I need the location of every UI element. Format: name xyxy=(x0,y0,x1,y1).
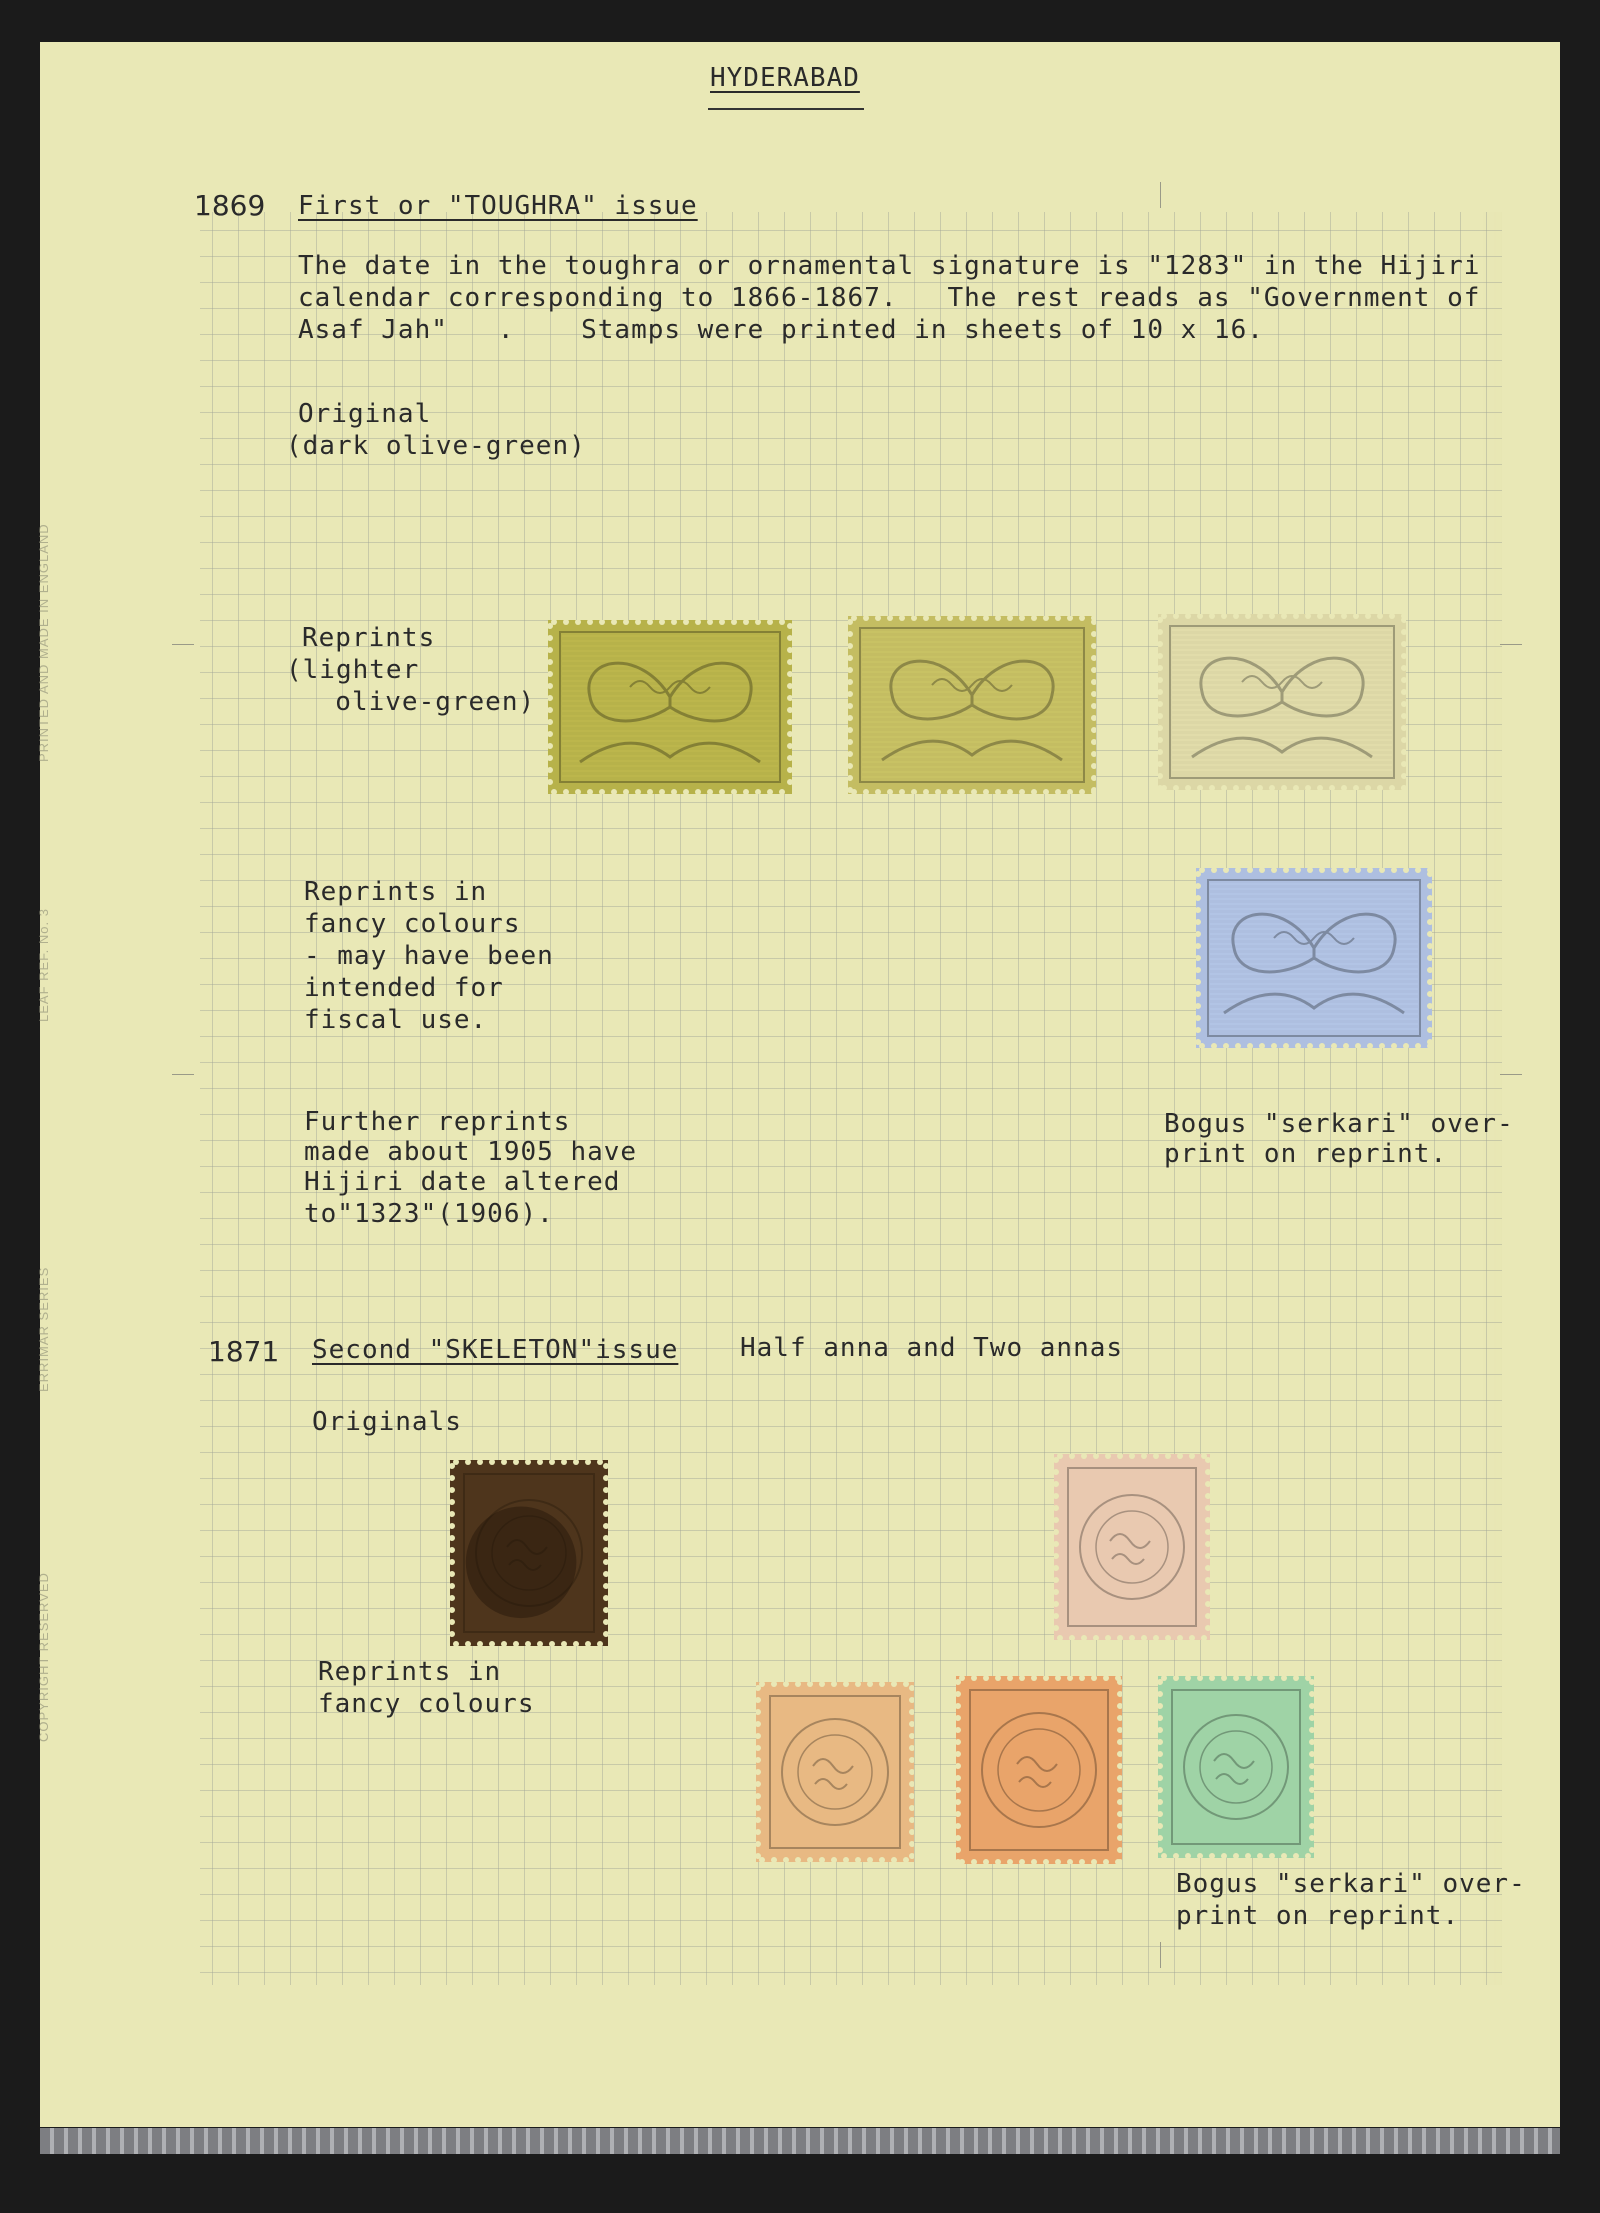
stamp-skeleton-reprint-pale-orange[interactable] xyxy=(756,1682,914,1862)
reprints-label: olive-green) xyxy=(302,687,536,717)
side-label: LEAF REF. No. 3 xyxy=(36,908,51,1022)
fancy-label: intended for xyxy=(304,973,504,1003)
stamp-toughra-reprint-blue[interactable] xyxy=(1196,868,1432,1048)
further-reprints-label: Hijiri date altered xyxy=(304,1167,621,1197)
issue-year: 1871 xyxy=(208,1335,280,1368)
sleeve-perforated-edge xyxy=(40,2128,1560,2154)
further-reprints-label: Further reprints xyxy=(304,1107,571,1137)
description-line: Asaf Jah" . Stamps were printed in sheets of 10 x 16. xyxy=(298,315,1264,345)
margin-tick xyxy=(1160,1942,1161,1968)
description-line: calendar corresponding to 1866-1867. The rest reads as "Government of xyxy=(298,283,1481,313)
fancy-label: fiscal use. xyxy=(304,1005,488,1035)
toughra-design-icon xyxy=(1158,614,1406,790)
issue-heading: Second "SKELETON"issue xyxy=(312,1335,679,1365)
stamp-toughra-reprint-olive[interactable] xyxy=(548,620,792,794)
side-label: COPYRIGHT RESERVED xyxy=(36,1572,51,1742)
original-label: Original xyxy=(298,399,432,429)
fancy-label: fancy colours xyxy=(304,909,521,939)
stamp-skeleton-serkari-green[interactable] xyxy=(1158,1676,1314,1858)
bogus-note: print on reprint. xyxy=(1176,1901,1460,1931)
originals-label: Originals xyxy=(312,1407,462,1437)
page-margin-right xyxy=(1502,42,1560,2127)
original-label: (dark olive-green) xyxy=(286,431,586,461)
stamp-skeleton-original-rose[interactable] xyxy=(1054,1454,1210,1640)
side-label: ERRIMAR SERIES xyxy=(36,1266,51,1392)
stamp-skeleton-original-brown[interactable] xyxy=(450,1460,608,1646)
page-margin-bottom xyxy=(40,1985,1560,2127)
fancy-label: Reprints in xyxy=(304,877,488,907)
toughra-design-icon xyxy=(1196,868,1432,1048)
reprints-label: Reprints in xyxy=(318,1657,502,1687)
skeleton-design-icon xyxy=(756,1682,914,1862)
bogus-note: print on reprint. xyxy=(1164,1139,1448,1169)
bogus-note: Bogus "serkari" over- xyxy=(1164,1109,1514,1139)
stamp-toughra-reprint-olive[interactable] xyxy=(848,616,1096,794)
page-margin-left xyxy=(40,42,200,2127)
issue-heading: First or "TOUGHRA" issue xyxy=(298,191,698,221)
reprints-label: (lighter xyxy=(286,655,420,685)
page-title: HYDERABAD xyxy=(710,63,860,93)
margin-tick xyxy=(172,1074,194,1075)
further-reprints-label: made about 1905 have xyxy=(304,1137,638,1167)
bogus-note: Bogus "serkari" over- xyxy=(1176,1869,1526,1899)
stamp-toughra-reprint-pale[interactable] xyxy=(1158,614,1406,790)
skeleton-design-icon xyxy=(1054,1454,1210,1640)
side-label: PRINTED AND MADE IN ENGLAND xyxy=(36,523,51,762)
fancy-label: - may have been xyxy=(304,941,554,971)
reprints-label: fancy colours xyxy=(318,1689,535,1719)
issue-subheading: Half anna and Two annas xyxy=(740,1333,1124,1363)
margin-tick xyxy=(1500,644,1522,645)
skeleton-design-icon xyxy=(956,1676,1122,1864)
stamp-skeleton-reprint-orange[interactable] xyxy=(956,1676,1122,1864)
skeleton-design-icon xyxy=(1158,1676,1314,1858)
further-reprints-label: to"1323"(1906). xyxy=(304,1199,554,1229)
margin-tick xyxy=(172,644,194,645)
title-rule xyxy=(708,108,864,110)
toughra-design-icon xyxy=(548,620,792,794)
issue-year: 1869 xyxy=(194,189,266,222)
reprints-label: Reprints xyxy=(302,623,436,653)
album-page xyxy=(36,42,1560,2127)
margin-tick xyxy=(1160,182,1161,208)
toughra-design-icon xyxy=(848,616,1096,794)
skeleton-design-icon xyxy=(450,1460,608,1646)
description-line: The date in the toughra or ornamental signature is "1283" in the Hijiri xyxy=(298,251,1481,281)
margin-tick xyxy=(1500,1074,1522,1075)
